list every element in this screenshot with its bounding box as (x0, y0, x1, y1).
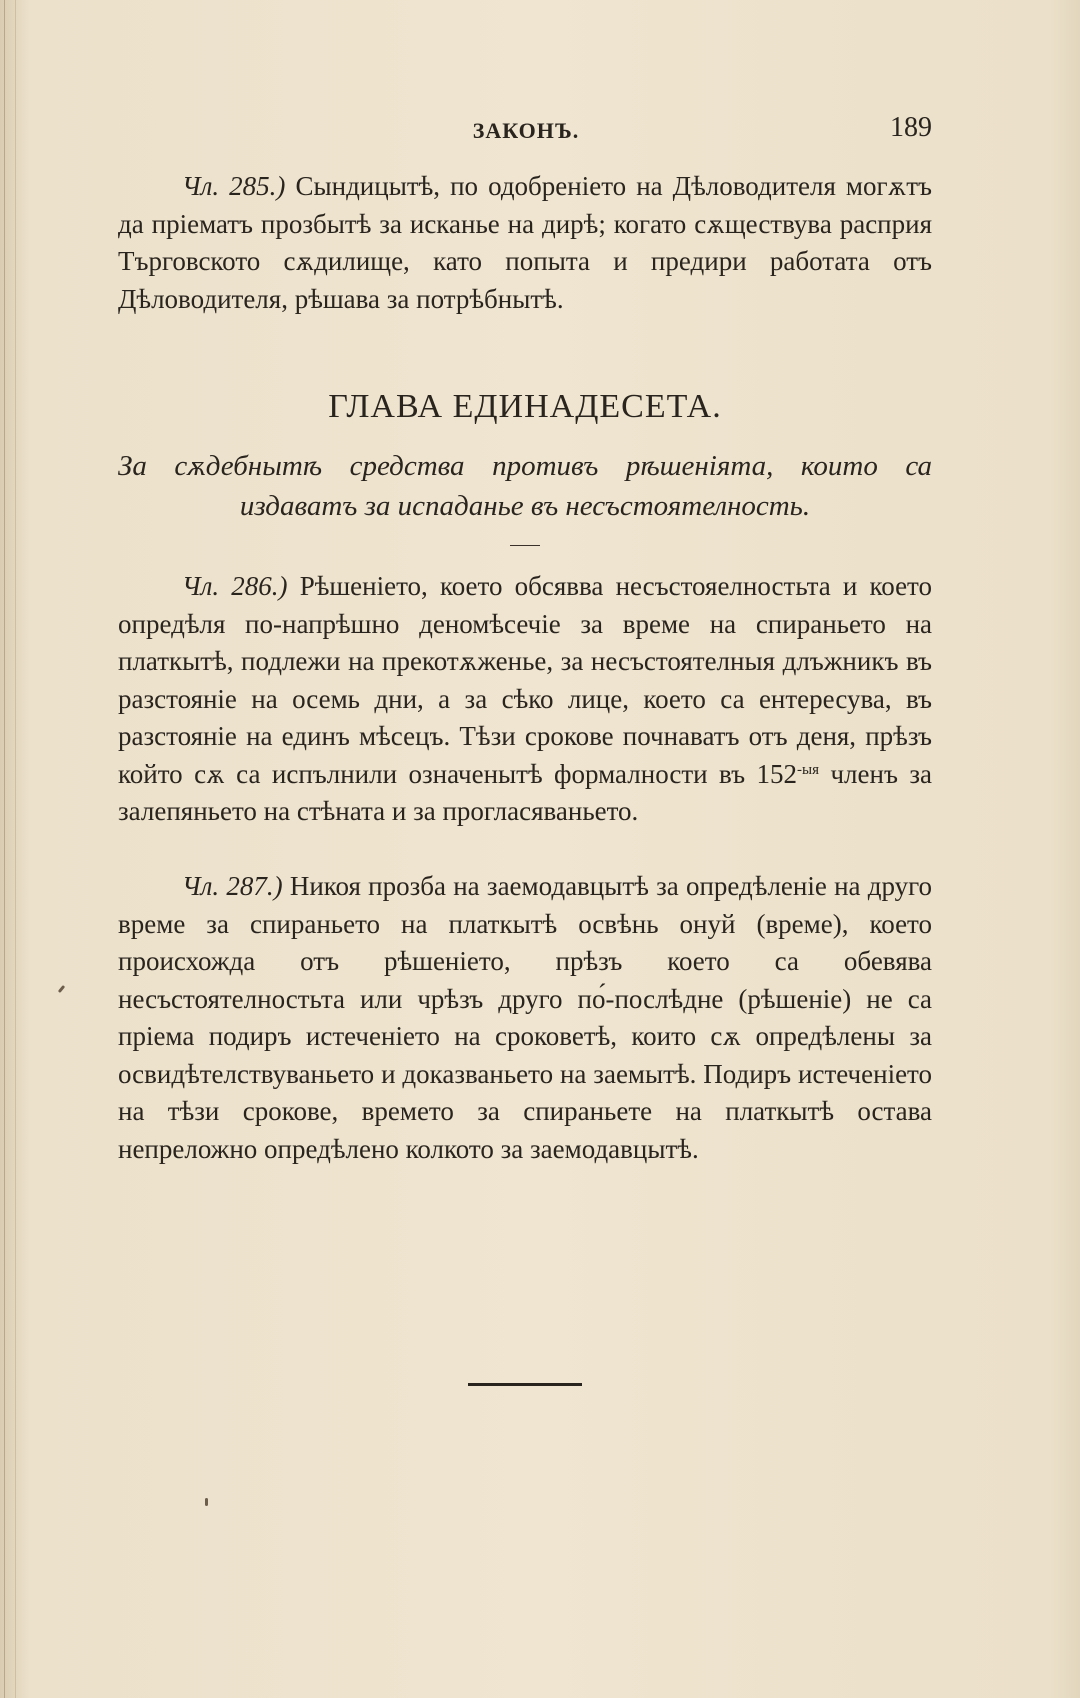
article-285-paragraph (118, 168, 932, 318)
article-287-label: Чл. 287.) (182, 871, 283, 901)
article-285 (118, 168, 932, 318)
paper-speck (205, 1498, 208, 1506)
article-286-ordinal-suffix: -ыя (797, 761, 820, 778)
article-287-paragraph (118, 868, 932, 1168)
section-divider (510, 545, 540, 546)
end-rule (468, 1383, 582, 1386)
article-286 (118, 568, 932, 831)
article-285-text: Сындицытѣ, по одобреніето на Дѣловодителя могѫтъ да пріематъ прозбытѣ за исканье на дирѣ; когато сѫществува расприя Търговското сѫдилище, като попыта и предири работата отъ Дѣловодителя, рѣшава за потрѣбнытѣ. (118, 171, 932, 314)
paper-speck (58, 985, 65, 993)
article-286-text-end: членъ за залепяньето на стѣната и за прогласяваньето. (118, 758, 932, 826)
article-285-label: Чл. 285.) (182, 171, 286, 201)
running-head: ЗАКОНЪ. (472, 118, 580, 143)
article-287 (118, 868, 932, 1168)
page-number: 189 (890, 112, 932, 143)
article-287-text: Никоя прозба на заемодавцытѣ за опредѣленіе на друго време за спираньето на платкытѣ освѣнь онуй (време), което происхожда отъ рѣшеніето, прѣзъ което са обевява несъстоятелностьта или чрѣзъ друго по́-послѣдне (рѣшеніе) не са пріема подиръ истеченіето на сроковетѣ, които сѫ опредѣлены за освидѣтелствуваньето и доказваньето на заемытѣ. Подиръ истеченіето на тѣзи срокове, времето за спираньете на платкытѣ остава непреложно опредѣлено колкото за заемодавцытѣ. (118, 871, 933, 1164)
article-286-paragraph (118, 568, 932, 831)
article-286-text: Рѣшеніето, което обсявва несъстояелностьта и което опредѣля по-напрѣшно деномѣсечіе за време на спираньето на платкытѣ, подлежи на прекотѫженье, за несъстоятелныя длъжникъ въ разстояніе на осемь дни, а за сѣко лице, което са ентересува, въ разстояніе на единъ мѣсецъ. Тѣзи срокове почнаватъ отъ деня, прѣзъ който сѫ са испълнили означенытѣ формалности въ 152 (118, 571, 932, 789)
chapter-title: ГЛАВА ЕДИНАДЕСЕТА. (328, 388, 722, 425)
page-header (120, 112, 932, 152)
chapter-subtitle: За сѫдебнытѣ средства противъ рѣшеніята, които са издаватъ за испаданье въ несъстоятелность. (118, 450, 932, 522)
article-286-label: Чл. 286.) (182, 571, 288, 601)
page-binding-edge (4, 0, 16, 1698)
